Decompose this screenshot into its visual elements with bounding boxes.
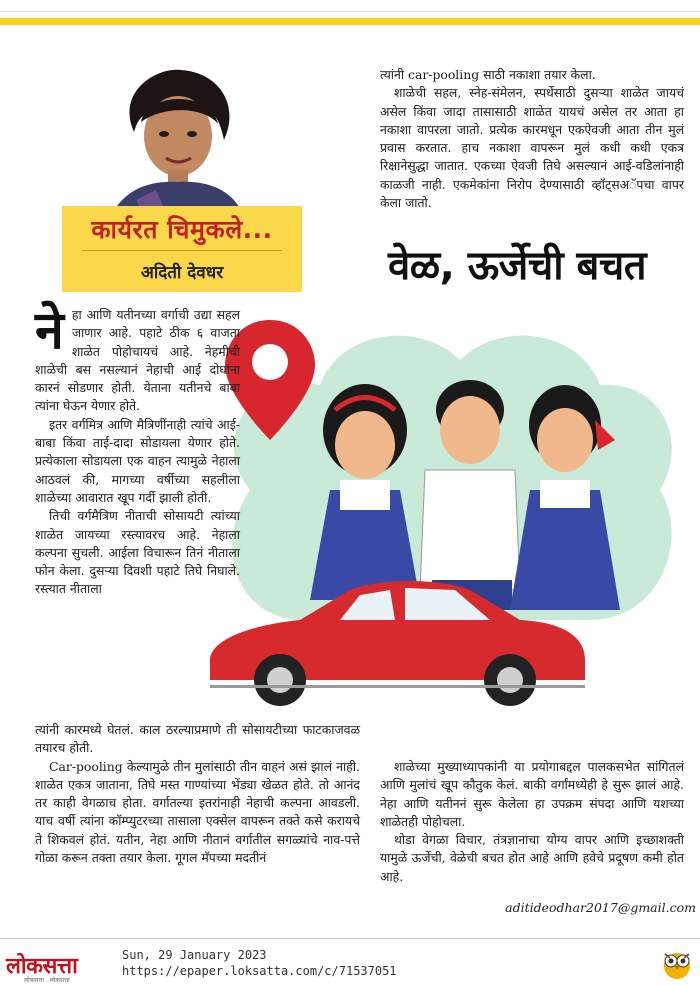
- dropcap: ने: [35, 301, 64, 361]
- column-title-band: [62, 206, 302, 292]
- paragraph: इतर वर्गमित्र आणि मैत्रिणींनाही त्यांचे आई-बाबा किंवा ताई-दादा सोडायला येणार होते. प्रत्येकाला सोडायला एक वाहन त्यामुळे नेहाला आठवलं की, मागच्या वर्षीच्या सहलीला शाळेच्या आवारात खूप गर्दी झाली होती.: [35, 416, 240, 505]
- title-divider: [82, 250, 282, 251]
- paragraph: थोडा वेगळा विचार, तंत्रज्ञानाचा योग्य वापर आणि इच्छाशक्ती यामुळे ऊर्जेची, वेळेची बचत होत आहे आणि हवेचे प्रदूषण कमी होत आहे.: [380, 832, 684, 884]
- edition-date: Sun, 29 January 2023: [122, 948, 267, 962]
- footer-divider: [0, 938, 700, 939]
- paragraph: Car-pooling केल्यामुळे तीन मुलांसाठी तीन वाहनं असं झालं नाही. शाळेत एकत्र जाताना, तिघे मस्त गाण्यांच्या भेंड्या खेळत होते. तो आनंद तर काही वेगळाच होता. वर्गातल्या इतरांनाही नेहाची कल्पना आवडली. याच वर्षी त्यांना कॉम्प्युटरच्या तासाला एक्सेल वापरून तक्ते कसे करायचे ते शिकवलं होतं. यतीन, नेहा आणि नीतानं वर्गातील सगळ्यांचे नाव-पत्ते गोळा करून तक्ता तयार केला. गूगल मॅपच्या मदतीनं: [35, 758, 360, 866]
- column-title: कार्यरत चिमुकले...: [91, 215, 273, 244]
- article-column-bottom-right: [380, 758, 684, 886]
- article-column-bottom-left: [35, 721, 360, 867]
- paragraph: शाळेच्या मुख्याध्यापकांनी या प्रयोगाबद्दल पालकसभेत सांगितलं आणि मुलांचं खूप कौतुक केलं. बाकी वर्गांमध्येही हे सुरू झालं आहे. नेहा आणि यतीननं सुरू केलेला हा उपक्रम संपदा आणि यशच्या शाळेतही पोहोचला.: [380, 759, 684, 829]
- article-column-left: [35, 301, 240, 599]
- epaper-url[interactable]: https://epaper.loksatta.com/c/71537051: [122, 964, 397, 978]
- paragraph: हा आणि यतीनच्या वर्गाची उद्या सहल जाणार आहे. पहाटे ठीक ६ वाजता शाळेत पोहोचायचं आहे. नेहमीची शाळेची बस नसल्यानं नेहाची आई दोघांना कारनं सोडणार होती. येताना यतीनचे बाबा त्यांना घेऊन येणार होते.: [35, 307, 240, 414]
- paragraph: तिची वर्गमैत्रिण नीताची सोसायटी त्यांच्या शाळेत जायच्या रस्त्यावरच आहे. नेहाला कल्पना सुचली. आईला विचारून तिनं नीताला फोन केला. दुसऱ्या दिवशी पहाटे तिघे निघाले. रस्त्यात नीताला: [35, 508, 240, 597]
- logo-tagline: लोकसत्ता . लोकसत्ता: [24, 977, 70, 984]
- author-photo: [96, 62, 256, 230]
- loksatta-logo: लोकसत्ता: [6, 954, 78, 979]
- children-car-illustration: [190, 290, 690, 710]
- paragraph: त्यांनी car-pooling साठी नकाशा तयार केला.: [380, 67, 596, 82]
- author-byline: अदिती देवधर: [140, 263, 224, 283]
- top-accent-rule: [0, 18, 700, 25]
- paragraph: त्यांनी कारमध्ये घेतलं. काल ठरल्याप्रमाणे ती सोसायटीच्या फाटकाजवळ तयारच होती.: [35, 722, 360, 756]
- paragraph: शाळेची सहल, स्नेह-संमेलन, स्पर्धेसाठी दुसऱ्या शाळेत जायचं असेल किंवा जादा तासासाठी शाळेत यायचं असेल तर आता हा नकाशा वापरला जातो. प्रत्येक कारमधून एकऐवजी आता तीन मुलं प्रवास करतात. हाच नकाशा वापरून मुलं कधी कधी एकत्र रिक्षानेसुद्धा जातात. एकच्या ऐवजी तिघे असल्यानं आई-वडिलांनाही काळजी नाही. एकमेकांना निरोप देण्यासाठी व्हॉट्सअॅपचा वापर केला जातो.: [380, 85, 684, 211]
- article-headline: वेळ, ऊर्जेची बचत: [388, 243, 647, 289]
- owl-icon: [660, 946, 694, 980]
- top-strip: [0, 0, 700, 12]
- article-column-right-top: [380, 66, 684, 212]
- author-email[interactable]: aditideodhar2017@gmail.com: [505, 900, 696, 915]
